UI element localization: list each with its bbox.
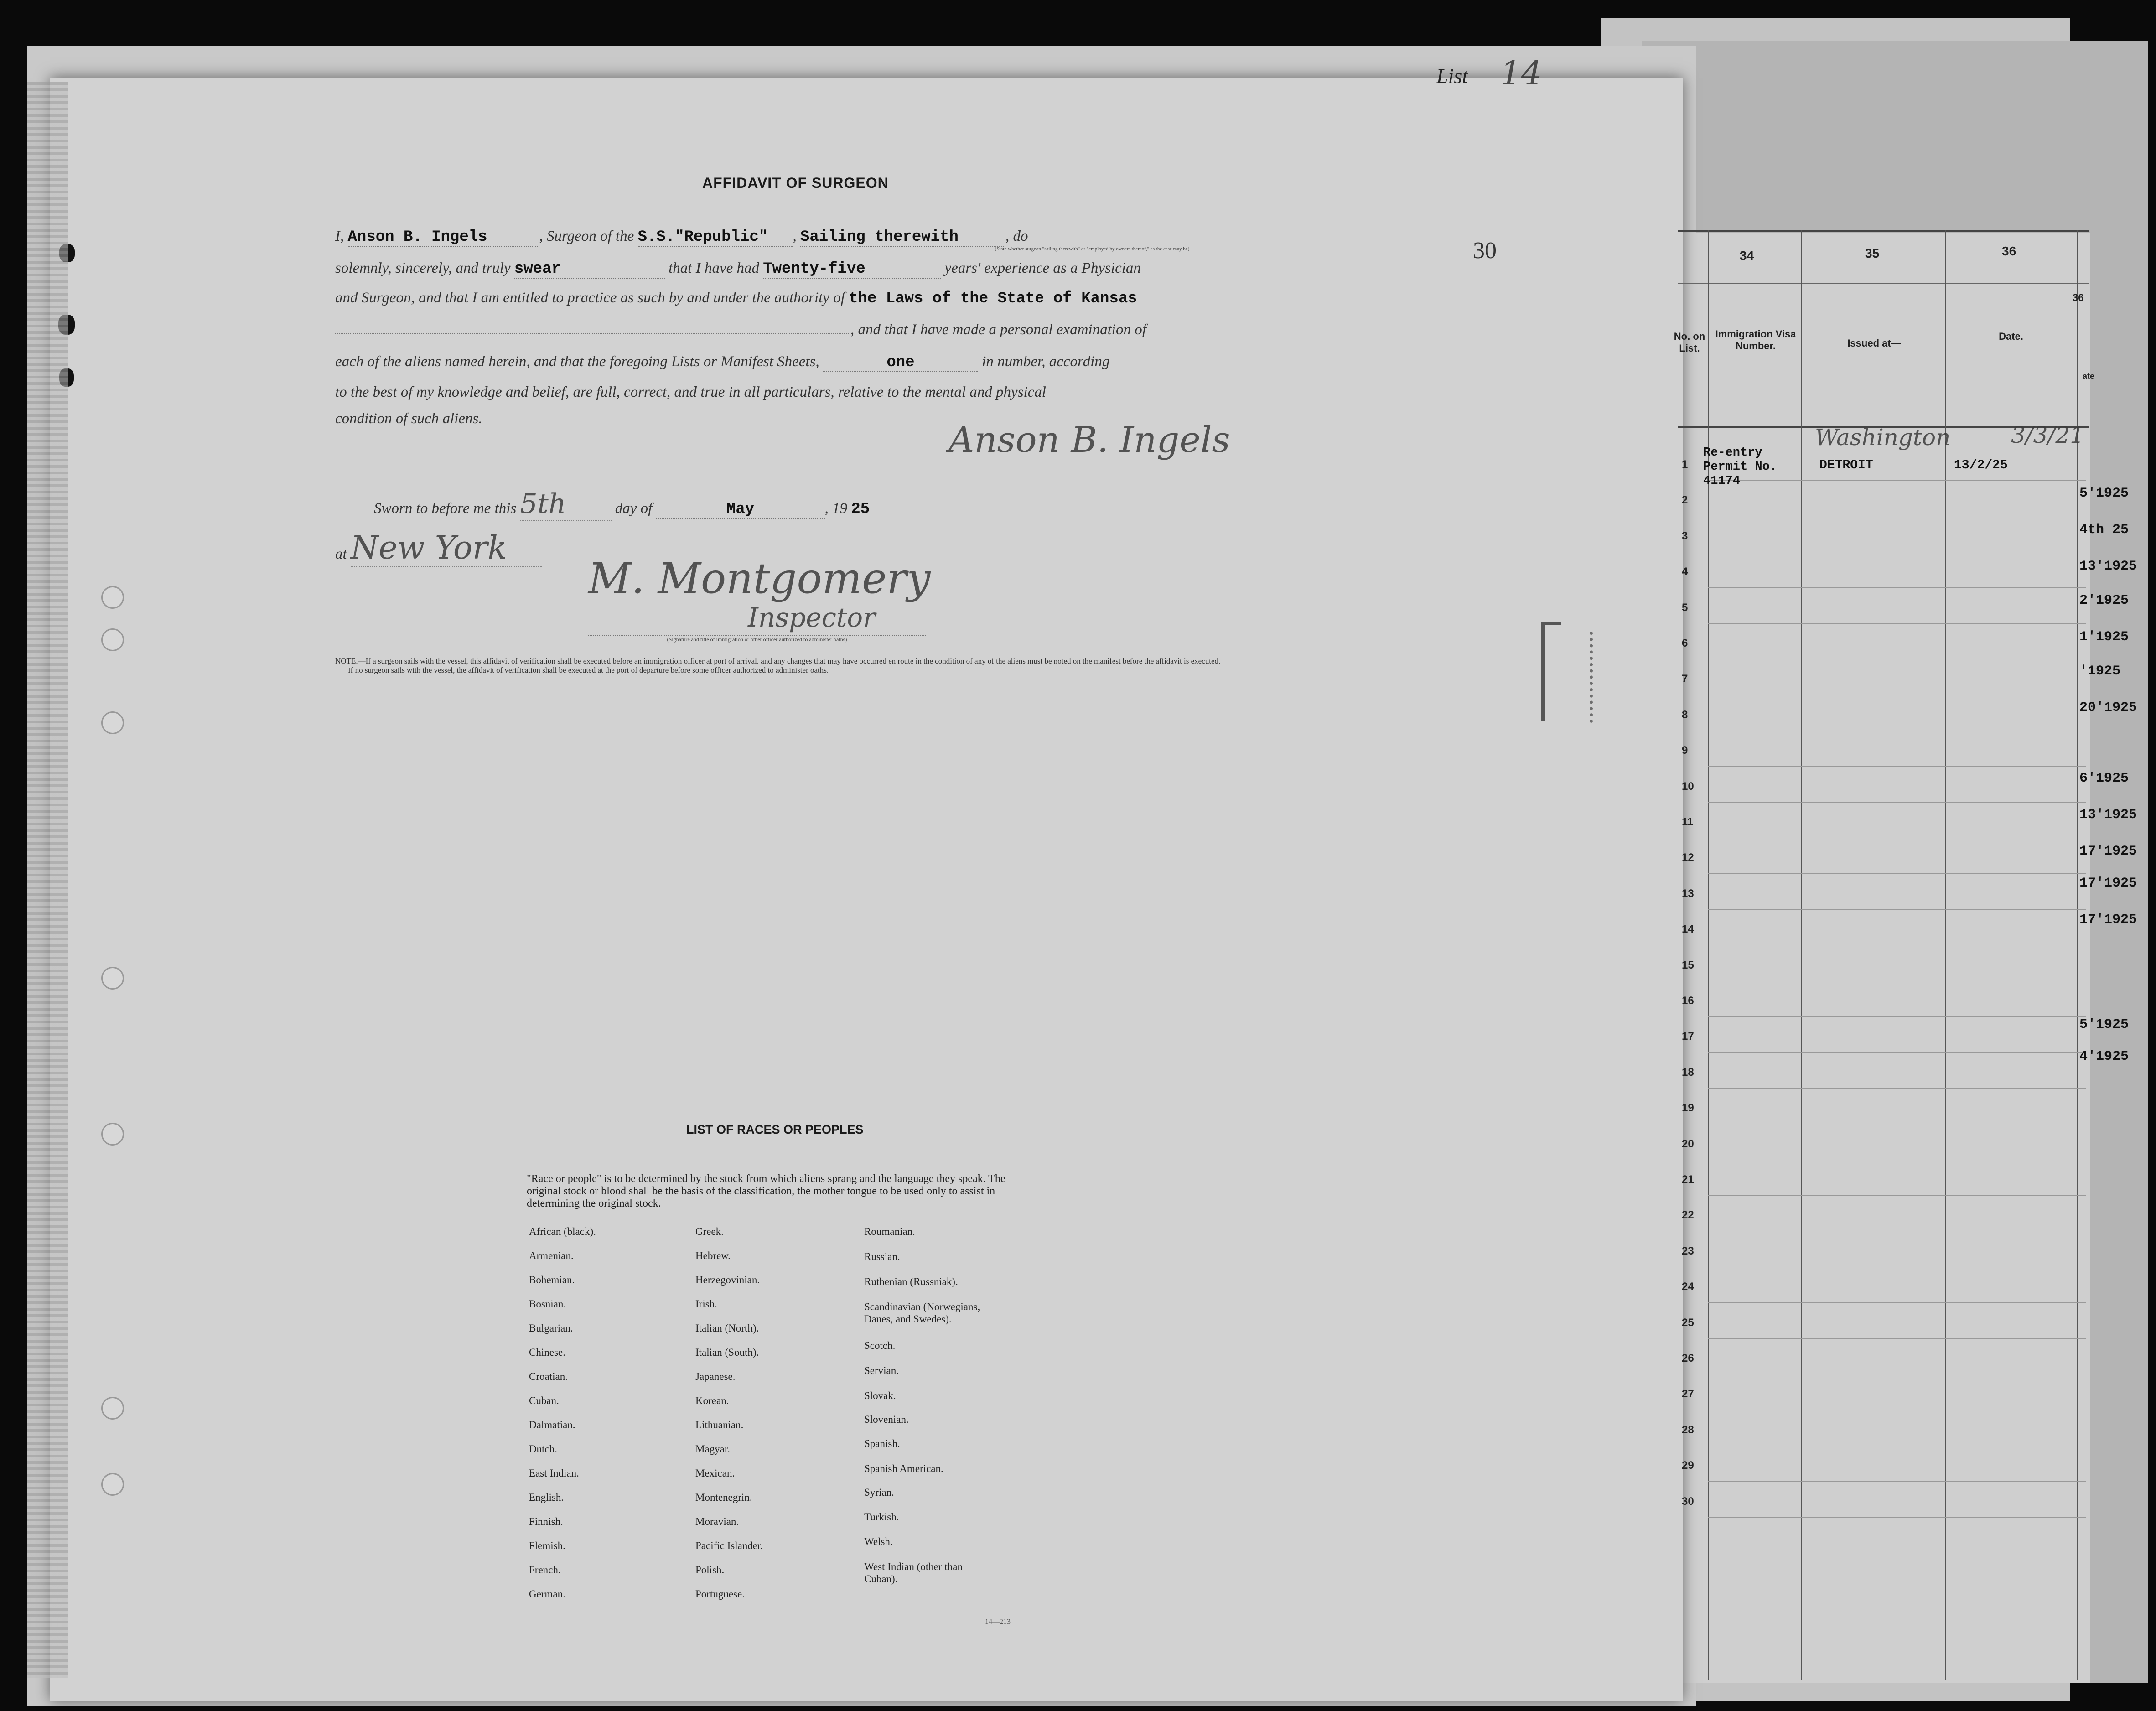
race-item: Montenegrin.: [695, 1492, 752, 1503]
edge-date: 17'1925: [2079, 912, 2137, 928]
races-title: LIST OF RACES OR PEOPLES: [686, 1123, 864, 1136]
affidavit-line-3: and Surgeon, and that I am entitled to practice as such by and under the authority of the Laws of the State of Kansas: [335, 290, 1137, 307]
race-item: Pacific Islander.: [695, 1540, 763, 1551]
edge-date: 13'1925: [2079, 807, 2137, 823]
col-34-number: 34: [1740, 249, 1754, 263]
surgeon-signature: Anson B. Ingels: [948, 420, 1230, 461]
race-item: Turkish.: [864, 1511, 899, 1523]
page-number: 30: [1473, 238, 1497, 264]
row-rule: [1708, 1052, 2086, 1053]
row-number: 2: [1682, 494, 1688, 507]
race-item: Polish.: [695, 1564, 725, 1576]
row1-issued-handwritten: Washington: [1815, 424, 1951, 451]
col-edge-number: 36: [2073, 292, 2084, 303]
edge-date: 20'1925: [2079, 700, 2137, 716]
race-item: Finnish.: [529, 1516, 563, 1527]
race-item: Magyar.: [695, 1443, 731, 1455]
race-item: Flemish.: [529, 1540, 565, 1551]
row-rule: [1708, 1016, 2086, 1017]
row-number: 12: [1682, 851, 1694, 864]
row-number: 27: [1682, 1388, 1694, 1400]
row-number: 25: [1682, 1316, 1694, 1329]
race-item: Portuguese.: [695, 1588, 745, 1600]
race-item: Slovak.: [864, 1390, 896, 1401]
race-item: Bosnian.: [529, 1298, 566, 1310]
sailing-note: (State whether surgeon "sailing therewith" or "employed by owners thereof," as the case may be): [995, 246, 1190, 252]
punch-hole: [101, 1123, 124, 1146]
affidavit-line-5: each of the aliens named herein, and that the foregoing Lists or Manifest Sheets, one in number, according: [335, 353, 1110, 371]
row-number: 21: [1682, 1173, 1694, 1186]
ink-stamp-mark: [1578, 632, 1593, 723]
col-34-label: Immigration Visa Number.: [1715, 328, 1796, 352]
row1-issued-typed: DETROIT: [1819, 458, 1873, 472]
torn-edge: [27, 82, 68, 1678]
col-35-number: 35: [1865, 246, 1880, 260]
row-rule: [1708, 623, 2086, 624]
row-number: 18: [1682, 1066, 1694, 1078]
punch-hole: [101, 628, 124, 651]
race-item: Cuban.: [529, 1395, 559, 1406]
row1-date-handwritten: 3/3/21: [2011, 422, 2084, 448]
race-item: Dutch.: [529, 1443, 557, 1455]
race-item: East Indian.: [529, 1467, 579, 1479]
race-item: Italian (North).: [695, 1322, 759, 1334]
row-rule: [1708, 1195, 2086, 1196]
row1-date-typed: 13/2/25: [1954, 458, 2008, 472]
race-item: Irish.: [695, 1298, 717, 1310]
race-item: Servian.: [864, 1365, 899, 1376]
row1-visa: Re-entry Permit No. 41174: [1703, 446, 1778, 488]
edge-date: 4th 25: [2079, 522, 2129, 538]
punch-hole: [101, 1397, 124, 1420]
race-item: African (black).: [529, 1226, 596, 1237]
row-number: 11: [1682, 816, 1694, 828]
form-code: 14—213: [985, 1618, 1011, 1626]
edge-date: 5'1925: [2079, 1017, 2129, 1032]
oath-field: swear: [514, 260, 665, 279]
row-number: 13: [1682, 887, 1694, 900]
race-item: Italian (South).: [695, 1347, 759, 1358]
affidavit-sheet: [50, 78, 1683, 1701]
list-label: List: [1436, 64, 1468, 88]
race-item: Herzegovinian.: [695, 1274, 760, 1286]
edge-dates: [2079, 0, 2148, 1711]
row-number: 24: [1682, 1281, 1694, 1293]
sworn-month: May: [656, 501, 825, 519]
race-item: Bulgarian.: [529, 1322, 573, 1334]
race-item: Mexican.: [695, 1467, 735, 1479]
col-edge-label: ate: [2082, 372, 2094, 381]
edge-date: 17'1925: [2079, 876, 2137, 891]
race-item: Lithuanian.: [695, 1419, 744, 1431]
edge-date: 1'1925: [2079, 629, 2129, 645]
row-number: 19: [1682, 1102, 1694, 1115]
punch-hole: [101, 967, 124, 990]
row-number: 22: [1682, 1209, 1694, 1222]
affidavit-line-1: I, Anson B. Ingels , Surgeon of the S.S."Republic" , Sailing therewith , do: [335, 228, 1028, 246]
race-item: Ruthenian (Russniak).: [864, 1276, 958, 1287]
row-number: 4: [1682, 565, 1688, 578]
race-item: Croatian.: [529, 1371, 568, 1382]
race-item: Japanese.: [695, 1371, 736, 1382]
row-rule: [1708, 1088, 2086, 1089]
row-number: 9: [1682, 744, 1688, 757]
row-number: 17: [1682, 1030, 1694, 1043]
row-number: 30: [1682, 1495, 1694, 1508]
race-item: Cuban).: [864, 1573, 898, 1585]
ship-name-field: S.S."Republic": [638, 228, 793, 247]
row-number: 26: [1682, 1352, 1694, 1364]
affidavit-title: AFFIDAVIT OF SURGEON: [702, 175, 889, 191]
surgeon-name-field: Anson B. Ingels: [348, 228, 539, 247]
edge-date: 4'1925: [2079, 1049, 2129, 1064]
row-rule: [1708, 1338, 2086, 1339]
col-36-label: Date.: [1999, 331, 2023, 342]
at-line: at New York: [335, 529, 542, 567]
race-item: French.: [529, 1564, 561, 1576]
officer-title-signature: Inspector: [748, 602, 876, 633]
list-number: 14: [1500, 54, 1542, 92]
row-number: 6: [1682, 637, 1688, 649]
sworn-day: 5th: [520, 488, 612, 521]
row-number: 29: [1682, 1459, 1694, 1472]
affidavit-line-4: , and that I have made a personal examination of: [335, 321, 1146, 338]
row-number: 20: [1682, 1137, 1694, 1150]
row-number: 3: [1682, 529, 1688, 542]
col-35-label: Issued at—: [1847, 337, 1901, 349]
edge-date: 13'1925: [2079, 559, 2137, 574]
race-item: Greek.: [695, 1226, 724, 1237]
punch-hole: [101, 711, 124, 734]
row-number: 8: [1682, 708, 1688, 721]
authority-field: the Laws of the State of Kansas: [849, 290, 1137, 307]
row-rule: [1708, 766, 2086, 767]
race-item: Chinese.: [529, 1347, 565, 1358]
note: [335, 657, 1229, 675]
note-1: NOTE.—If a surgeon sails with the vessel, this affidavit of verification shall be executed before an immigration officer at port of arrival, and any changes that may have occurred en route in the condition of any of the aliens must be noted on the manifest before the affidavit is executed.: [335, 657, 1221, 665]
years-field: Twenty-five: [763, 260, 941, 279]
race-item: Scotch.: [864, 1340, 896, 1351]
row-rule: [1708, 1481, 2086, 1482]
affidavit-line-2: solemnly, sincerely, and truly swear that I have had Twenty-five years' experience as a Physician: [335, 260, 1141, 278]
race-item: German.: [529, 1588, 565, 1600]
row-rule: [1708, 802, 2086, 803]
race-item: Armenian.: [529, 1250, 574, 1261]
row-rule: [1708, 909, 2086, 910]
sworn-year: 25: [851, 501, 870, 518]
at-place: New York: [351, 529, 542, 567]
row-number: 15: [1682, 959, 1694, 971]
race-item: West Indian (other than: [864, 1561, 963, 1572]
sailing-status-field: Sailing therewith: [800, 228, 1005, 247]
row-number: 1: [1682, 458, 1688, 471]
officer-signature: M. Montgomery: [588, 554, 931, 603]
race-item: English.: [529, 1492, 564, 1503]
race-item: Moravian.: [695, 1516, 739, 1527]
race-item: Slovenian.: [864, 1414, 909, 1425]
punch-hole: [101, 1473, 124, 1496]
row-number: 16: [1682, 995, 1694, 1007]
note-2: If no surgeon sails with the vessel, the affidavit of verification shall be executed at the port of departure before some officer authorized to administer oaths.: [348, 666, 829, 674]
race-item: Welsh.: [864, 1536, 893, 1547]
row-number: 23: [1682, 1244, 1694, 1257]
row-rule: [1708, 1517, 2086, 1518]
race-item: Danes, and Swedes).: [864, 1313, 952, 1325]
edge-date: 5'1925: [2079, 486, 2129, 501]
col-36-number: 36: [2002, 244, 2016, 258]
race-item: Korean.: [695, 1395, 729, 1406]
edge-date: 17'1925: [2079, 844, 2137, 859]
edge-date: 2'1925: [2079, 593, 2129, 608]
affidavit-line-6: to the best of my knowledge and belief, are full, correct, and true in all particulars, relative to the mental and physical: [335, 384, 1046, 400]
row-number: 28: [1682, 1423, 1694, 1436]
race-item: Roumanian.: [864, 1226, 915, 1237]
officer-caption: (Signature and title of immigration or other officer authorized to administer oaths): [588, 635, 926, 643]
row-number: 10: [1682, 780, 1694, 793]
race-item: Russian.: [864, 1251, 900, 1262]
race-item: Scandinavian (Norwegians,: [864, 1301, 980, 1312]
punch-hole: [101, 586, 124, 609]
row-number: 7: [1682, 673, 1688, 685]
race-item: Spanish.: [864, 1438, 900, 1449]
row-rule: [1708, 587, 2086, 588]
row-number: 14: [1682, 923, 1694, 936]
table-rows: [1678, 0, 2089, 1711]
affidavit-line-7: condition of such aliens.: [335, 410, 482, 427]
races-intro: "Race or people" is to be determined by the stock from which aliens sprang and the language they speak. The original stock or blood shall be the basis of the classification, the mother tongue to be used only to assist in determining the original stock.: [527, 1173, 1005, 1209]
race-item: Syrian.: [864, 1487, 894, 1498]
row-rule: [1708, 1302, 2086, 1303]
race-item: Spanish American.: [864, 1463, 943, 1474]
row-number: 5: [1682, 601, 1688, 614]
ink-stamp-mark: [1541, 622, 1561, 721]
col-no-label: No. on List.: [1674, 331, 1705, 354]
row-rule: [1708, 873, 2086, 874]
sheet-count-field: one: [823, 354, 978, 372]
edge-date: 6'1925: [2079, 771, 2129, 786]
sworn-line: Sworn to before me this 5th day of May , 19 25: [374, 488, 870, 520]
race-item: Dalmatian.: [529, 1419, 575, 1431]
race-item: Bohemian.: [529, 1274, 575, 1286]
edge-date: '1925: [2079, 664, 2121, 679]
race-item: Hebrew.: [695, 1250, 731, 1261]
